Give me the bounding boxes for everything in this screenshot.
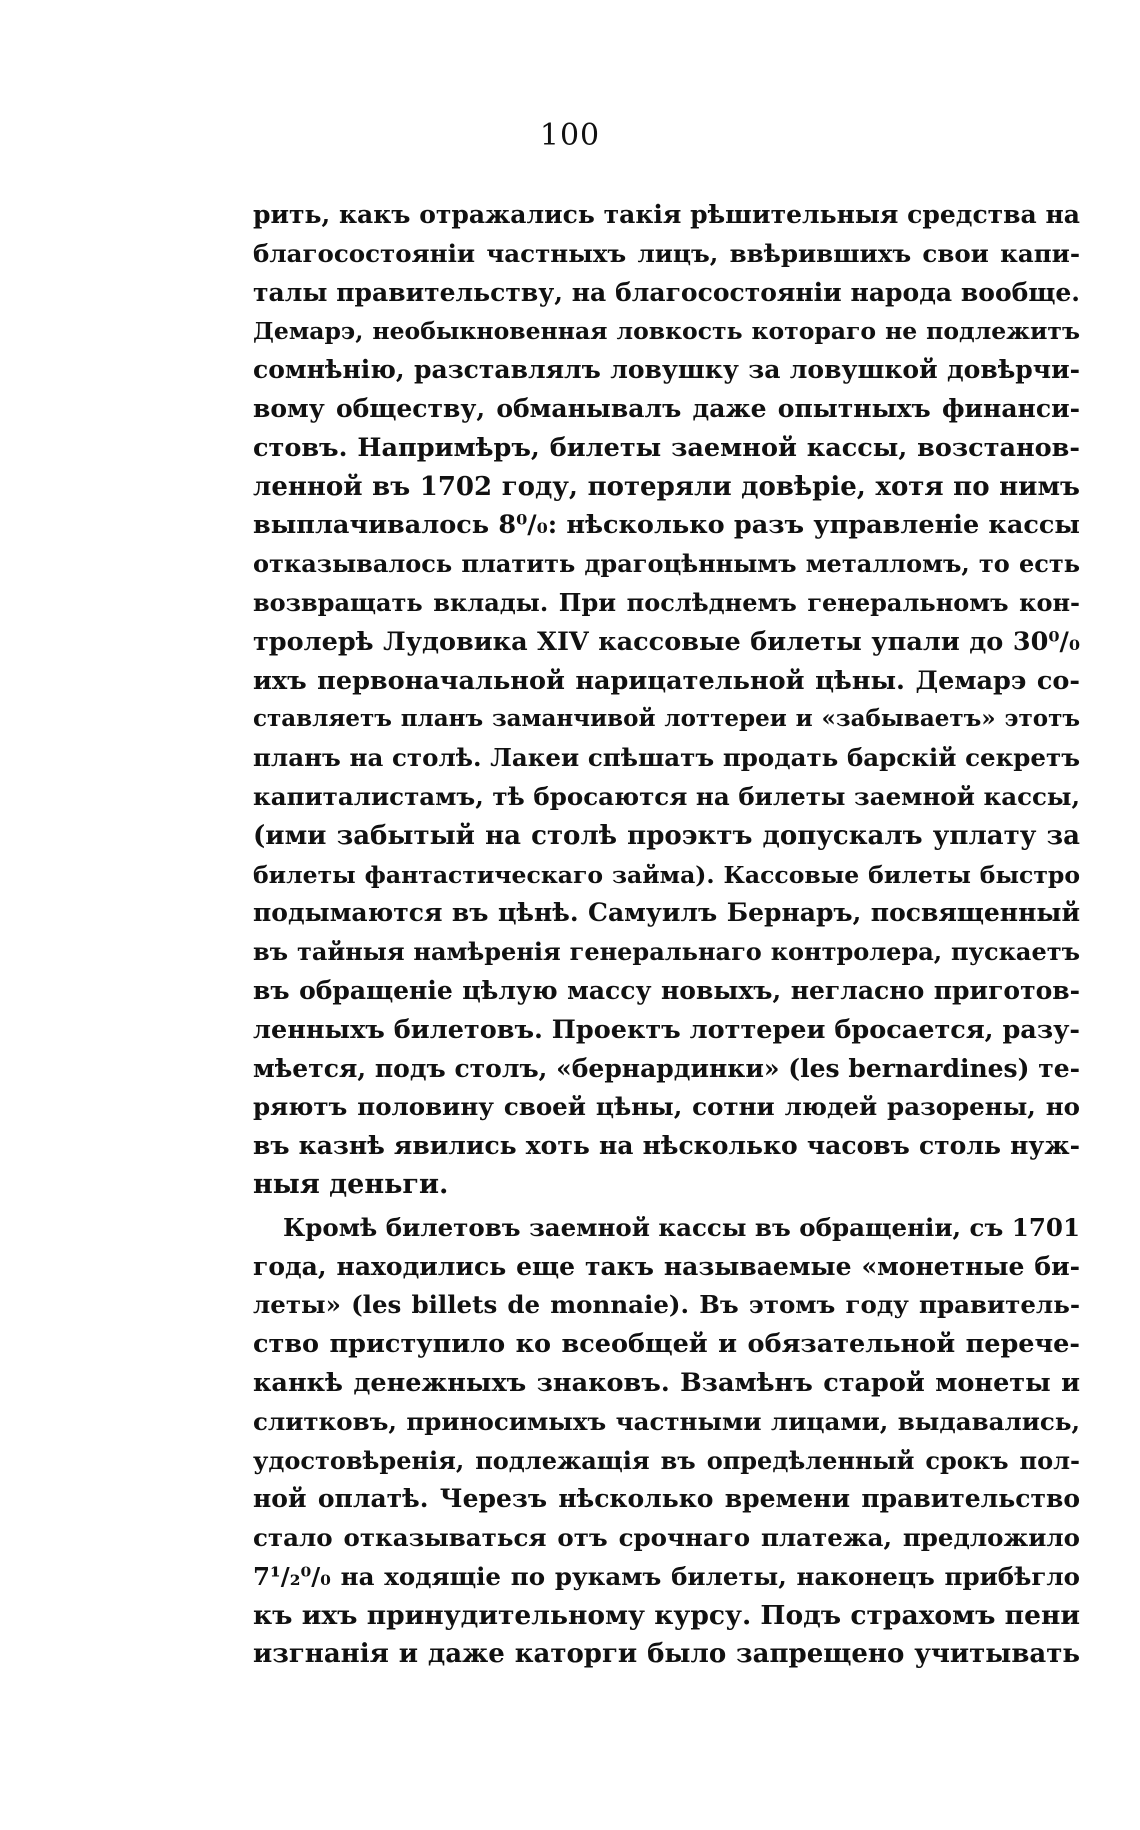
text-line: отказывалось платить драгоцѣннымъ металломъ, то есть [253, 549, 1080, 579]
text-line: ряютъ половину своей цѣны, сотни людей разорены, но [253, 1092, 1080, 1122]
text-line: рить, какъ отражались такія рѣшительныя средства на [253, 200, 1080, 229]
text-line: капиталистамъ, тѣ бросаются на билеты заемной кассы, [253, 781, 1080, 811]
text-line: стовъ. Напримѣръ, билеты заемной кассы, возстанов- [253, 432, 1080, 463]
text-line: сомнѣнію, разставлялъ ловушку за ловушкой довѣрчи- [253, 355, 1080, 385]
text-line: планъ на столѣ. Лакеи спѣшатъ продать барскій секретъ [253, 743, 1080, 773]
text-line: выплачивалось 8⁰/₀: нѣсколько разъ управленіе кассы [253, 510, 1080, 541]
text-line: (ими забытый на столѣ проэктъ допускалъ уплату за [253, 820, 1080, 851]
text-line: стало отказываться отъ срочнаго платежа, предложило [253, 1523, 1080, 1553]
text-line: къ ихъ принудительному курсу. Подъ страхомъ пени [253, 1599, 1080, 1631]
text-line: ленныхъ билетовъ. Проектъ лоттереи бросается, разу- [253, 1014, 1080, 1045]
text-line: подымаются въ цѣнѣ. Самуилъ Бернаръ, посвященный [253, 898, 1080, 928]
text-line: слитковъ, приносимыхъ частными лицами, выдавались, [253, 1406, 1080, 1436]
text-line: ство приступило ко всеобщей и обязательной перече- [253, 1329, 1080, 1360]
text-line: 7¹/₂⁰/₀ на ходящіе по рукамъ билеты, наконецъ прибѣгло [253, 1561, 1080, 1591]
text-line: ихъ первоначальной нарицательной цѣны. Демарэ со- [253, 665, 1080, 696]
text-line: года, находились еще такъ называемые «монетные би- [253, 1251, 1080, 1281]
text-line: изгнанія и даже каторги было запрещено учитывать [253, 1639, 1080, 1670]
page-number: 100 [539, 118, 601, 153]
paragraph [253, 196, 1080, 1205]
body-text [253, 196, 1080, 1674]
text-line: мѣется, подъ столъ, «бернардинки» (les bernardines) те- [253, 1053, 1080, 1083]
text-line: ныя деньги. [253, 1168, 449, 1200]
text-line: тролерѣ Лудовика XIV кассовые билеты упали до 30⁰/₀ [253, 626, 1080, 657]
text-line: въ казнѣ явились хоть на нѣсколько часовъ столь нуж- [253, 1131, 1080, 1161]
text-line: ставляетъ планъ заманчивой лоттереи и «забываетъ» этотъ [253, 705, 1080, 733]
paragraph [253, 1209, 1080, 1675]
text-line: ной оплатѣ. Черезъ нѣсколько времени правительство [253, 1484, 1080, 1514]
text-line: удостовѣренія, подлежащія въ опредѣленный срокъ пол- [253, 1445, 1080, 1475]
text-line: талы правительству, на благосостояніи народа вообще. [253, 277, 1080, 307]
text-line: благосостояніи частныхъ лицъ, ввѣрившихъ свои капи- [253, 238, 1080, 268]
text-line: въ обращеніе цѣлую массу новыхъ, негласно приготов- [253, 975, 1080, 1005]
text-line: возвращать вклады. При послѣднемъ генеральномъ кон- [253, 587, 1080, 617]
text-line: Кромѣ билетовъ заемной кассы въ обращеніи, съ 1701 [283, 1212, 1080, 1242]
text-line: ленной въ 1702 году, потеряли довѣріе, хотя по нимъ [253, 471, 1080, 502]
text-line: канкѣ денежныхъ знаковъ. Взамѣнъ старой монеты и [253, 1367, 1080, 1398]
text-line: билеты фантастическаго займа). Кассовые билеты быстро [253, 860, 1080, 889]
text-line: вому обществу, обманывалъ даже опытныхъ финанси- [253, 393, 1080, 423]
text-line: въ тайныя намѣренія генеральнаго контролера, пускаетъ [253, 937, 1080, 967]
text-line: Демарэ, необыкновенная ловкость котораго не подлежитъ [253, 317, 1080, 346]
text-line: леты» (les billets de monnaie). Въ этомъ году правитель- [253, 1290, 1080, 1320]
